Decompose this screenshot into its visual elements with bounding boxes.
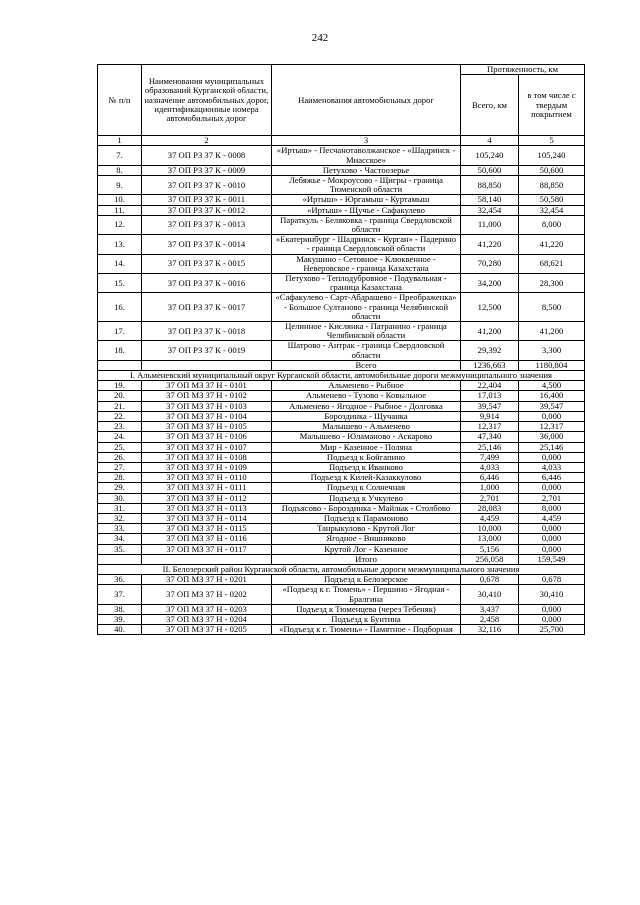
road-name: Макушино - Сетовное - Клюквенное - Неверовское - граница Казахстана [272,254,461,273]
road-name: Танрыкулово - Крутой Лог [272,524,461,534]
empty-cell [142,360,272,370]
length-paved: 0,000 [519,544,585,554]
length-paved: 0,000 [519,452,585,462]
road-id: 37 ОП РЗ 37 К - 0019 [142,341,272,360]
road-id: 37 ОП МЗ 37 Н - 0116 [142,534,272,544]
road-id: 37 ОП МЗ 37 Н - 0108 [142,452,272,462]
road-id: 37 ОП МЗ 37 Н - 0109 [142,462,272,472]
empty-cell [98,360,142,370]
length-paved: 50,600 [519,165,585,175]
length-total: 3,437 [461,604,519,614]
road-id: 37 ОП РЗ 37 К - 0012 [142,205,272,215]
subtotal-label: Всего [272,360,461,370]
road-name: «Екатеринбург - Шадринск - Курган» - Падерино - граница Свердловской области [272,235,461,254]
table-row [98,274,585,293]
table-row [98,401,585,411]
road-name: «Иртыш» - Юргамыш - Куртамыш [272,195,461,205]
table-row [98,432,585,442]
length-paved: 0,000 [519,524,585,534]
section-title: I. Альменевский муниципальный округ Курганской области, автомобильные дороги межмуниципального значения [98,371,585,381]
road-id: 37 ОП МЗ 37 Н - 0105 [142,422,272,432]
table-row [98,293,585,322]
road-name: Подъезд к Бунтина [272,614,461,624]
road-id: 37 ОП МЗ 37 Н - 0205 [142,625,272,635]
length-paved: 0,000 [519,483,585,493]
table-row [98,381,585,391]
header-length: Протяженность, км [461,65,585,75]
road-id: 37 ОП РЗ 37 К - 0018 [142,322,272,341]
length-total: 10,000 [461,524,519,534]
table-row [98,524,585,534]
road-name: Подъезд к Парамоново [272,513,461,523]
road-id: 37 ОП РЗ 37 К - 0014 [142,235,272,254]
table-row [98,462,585,472]
length-total: 4,033 [461,462,519,472]
table-row [98,411,585,421]
row-number: 17. [98,322,142,341]
length-paved: 30,410 [519,585,585,604]
length-paved: 50,580 [519,195,585,205]
road-id: 37 ОП МЗ 37 Н - 0110 [142,473,272,483]
subtotal-paved: 159,549 [519,554,585,564]
subtotal-row [98,360,585,370]
column-number-5: 5 [519,136,585,146]
table-row [98,493,585,503]
length-total: 1,000 [461,483,519,493]
row-number: 29. [98,483,142,493]
length-total: 11,000 [461,215,519,234]
road-id: 37 ОП РЗ 37 К - 0010 [142,176,272,195]
length-paved: 8,000 [519,503,585,513]
road-name: Подъезд к Учкулево [272,493,461,503]
road-name: Малышево - Юламаново - Аскарово [272,432,461,442]
road-name: Подъезд к Солнечная [272,483,461,493]
length-total: 41,200 [461,322,519,341]
row-number: 14. [98,254,142,273]
road-id: 37 ОП МЗ 37 Н - 0106 [142,432,272,442]
length-total: 12,500 [461,293,519,322]
length-paved: 16,400 [519,391,585,401]
row-number: 20. [98,391,142,401]
length-total: 29,392 [461,341,519,360]
road-id: 37 ОП МЗ 37 Н - 0102 [142,391,272,401]
row-number: 28. [98,473,142,483]
header-paved: в том числе с твердым покрытием [519,75,585,136]
table-row [98,235,585,254]
length-paved: 36,000 [519,432,585,442]
road-id: 37 ОП МЗ 37 Н - 0113 [142,503,272,513]
road-name: Малышево - Альменево [272,422,461,432]
length-total: 88,850 [461,176,519,195]
length-total: 28,083 [461,503,519,513]
road-id: 37 ОП МЗ 37 Н - 0202 [142,585,272,604]
page-number: 242 [311,32,329,44]
road-name: Альменево - Ягодное - Рыбное - Долговка [272,401,461,411]
subtotal-row [98,554,585,564]
row-number: 33. [98,524,142,534]
length-total: 5,156 [461,544,519,554]
row-number: 39. [98,614,142,624]
table-row [98,205,585,215]
length-total: 12,317 [461,422,519,432]
row-number: 11. [98,205,142,215]
row-number: 35. [98,544,142,554]
table-row [98,614,585,624]
road-name: Подъезд к Тюменцева (через Тебеняк) [272,604,461,614]
length-total: 17,013 [461,391,519,401]
length-paved: 3,300 [519,341,585,360]
length-paved: 4,500 [519,381,585,391]
table-row [98,176,585,195]
road-name: Подъезд к Килей-Казаккулово [272,473,461,483]
column-number-2: 2 [142,136,272,146]
road-id: 37 ОП РЗ 37 К - 0008 [142,146,272,165]
road-name: Шатрово - Антрак - граница Свердловской области [272,341,461,360]
table-row [98,215,585,234]
section-row [98,564,585,574]
length-total: 6,446 [461,473,519,483]
table-row [98,575,585,585]
row-number: 13. [98,235,142,254]
table-row [98,422,585,432]
length-total: 105,240 [461,146,519,165]
road-name: Ягодное - Вишняково [272,534,461,544]
road-id: 37 ОП МЗ 37 Н - 0201 [142,575,272,585]
road-id: 37 ОП РЗ 37 К - 0013 [142,215,272,234]
road-name: Мир - Казенное - Поляна [272,442,461,452]
row-number: 30. [98,493,142,503]
length-paved: 32,454 [519,205,585,215]
length-paved: 0,000 [519,534,585,544]
length-total: 25,146 [461,442,519,452]
header-number: № п/п [98,65,142,136]
row-number: 21. [98,401,142,411]
road-id: 37 ОП РЗ 37 К - 0016 [142,274,272,293]
road-name: Параткуль - Беляковка - граница Свердловской области [272,215,461,234]
road-id: 37 ОП МЗ 37 Н - 0101 [142,381,272,391]
table-row [98,391,585,401]
road-id: 37 ОП РЗ 37 К - 0011 [142,195,272,205]
length-paved: 8,500 [519,293,585,322]
length-total: 7,499 [461,452,519,462]
table-row [98,322,585,341]
length-paved: 105,240 [519,146,585,165]
subtotal-label: Итого [272,554,461,564]
column-number-1: 1 [98,136,142,146]
road-id: 37 ОП МЗ 37 Н - 0203 [142,604,272,614]
length-total: 34,200 [461,274,519,293]
road-id: 37 ОП МЗ 37 Н - 0204 [142,614,272,624]
length-paved: 2,701 [519,493,585,503]
length-total: 4,459 [461,513,519,523]
empty-cell [98,554,142,564]
row-number: 8. [98,165,142,175]
length-total: 47,340 [461,432,519,442]
road-id: 37 ОП РЗ 37 К - 0009 [142,165,272,175]
length-total: 39,547 [461,401,519,411]
road-name: Подъезд к Иванково [272,462,461,472]
table-row [98,483,585,493]
length-total: 50,600 [461,165,519,175]
road-id: 37 ОП РЗ 37 К - 0017 [142,293,272,322]
length-total: 58,140 [461,195,519,205]
row-number: 34. [98,534,142,544]
row-number: 9. [98,176,142,195]
length-total: 9,914 [461,411,519,421]
subtotal-total: 1236,663 [461,360,519,370]
road-name: Целинное - Кислянка - Патранино - граница Челябинской области [272,322,461,341]
row-number: 16. [98,293,142,322]
length-paved: 0,000 [519,411,585,421]
table-row [98,254,585,273]
road-id: 37 ОП МЗ 37 Н - 0117 [142,544,272,554]
road-name: Бороздинка - Щучанка [272,411,461,421]
section-title: II. Белозерский район Курганской области, автомобильные дороги межмуниципального значения [98,564,585,574]
header-total: Всего, км [461,75,519,136]
row-number: 22. [98,411,142,421]
length-paved: 25,146 [519,442,585,452]
column-number-3: 3 [272,136,461,146]
road-name: Подъезд к Белозерское [272,575,461,585]
row-number: 26. [98,452,142,462]
length-paved: 4,033 [519,462,585,472]
length-total: 30,410 [461,585,519,604]
table-row [98,442,585,452]
table-row [98,165,585,175]
row-number: 36. [98,575,142,585]
length-paved: 8,000 [519,215,585,234]
row-number: 10. [98,195,142,205]
header-municipality: Наименования муниципальных образований Курганской области, назначение автомобильных дорог, идентификационные номера автомобильных дорог [142,65,272,136]
row-number: 15. [98,274,142,293]
length-paved: 41,200 [519,322,585,341]
length-total: 70,280 [461,254,519,273]
road-name: Альменево - Тузово - Ковыльное [272,391,461,401]
table-body [98,146,585,635]
table-row [98,534,585,544]
length-paved: 0,678 [519,575,585,585]
length-paved: 68,621 [519,254,585,273]
table-row [98,473,585,483]
table-row [98,544,585,554]
length-paved: 4,459 [519,513,585,523]
length-total: 32,454 [461,205,519,215]
length-paved: 0,000 [519,614,585,624]
table-row [98,604,585,614]
column-number-4: 4 [461,136,519,146]
road-id: 37 ОП МЗ 37 Н - 0115 [142,524,272,534]
roads-table [97,64,585,635]
row-number: 12. [98,215,142,234]
table-row [98,625,585,635]
road-id: 37 ОП РЗ 37 К - 0015 [142,254,272,273]
length-total: 2,701 [461,493,519,503]
length-total: 32,116 [461,625,519,635]
road-id: 37 ОП МЗ 37 Н - 0104 [142,411,272,421]
length-total: 41,220 [461,235,519,254]
road-id: 37 ОП МЗ 37 Н - 0112 [142,493,272,503]
road-id: 37 ОП МЗ 37 Н - 0114 [142,513,272,523]
length-paved: 41,220 [519,235,585,254]
length-paved: 0,000 [519,604,585,614]
table-row [98,585,585,604]
table-row [98,452,585,462]
row-number: 23. [98,422,142,432]
row-number: 7. [98,146,142,165]
road-name: Лебяжье - Мокроусово - Щигры - граница Тюменской области [272,176,461,195]
length-total: 22,404 [461,381,519,391]
table-row [98,513,585,523]
road-name: Альменево - Рыбное [272,381,461,391]
row-number: 18. [98,341,142,360]
road-name: Подъясово - Бороздинка - Майлык - Столбово [272,503,461,513]
row-number: 27. [98,462,142,472]
row-number: 32. [98,513,142,523]
section-row [98,371,585,381]
road-id: 37 ОП МЗ 37 Н - 0103 [142,401,272,411]
length-paved: 39,547 [519,401,585,411]
road-name: «Подъезд к г. Тюмень» - Памятное - Подборная [272,625,461,635]
length-paved: 6,446 [519,473,585,483]
row-number: 38. [98,604,142,614]
length-paved: 12,317 [519,422,585,432]
header-road-name: Наименования автомобильных дорог [272,65,461,136]
length-total: 2,458 [461,614,519,624]
length-total: 0,678 [461,575,519,585]
road-id: 37 ОП МЗ 37 Н - 0111 [142,483,272,493]
road-name: Петухово - Частоозерье [272,165,461,175]
empty-cell [142,554,272,564]
row-number: 37. [98,585,142,604]
row-number: 19. [98,381,142,391]
road-name: Крутой Лог - Казенное [272,544,461,554]
length-paved: 25,700 [519,625,585,635]
road-name: «Иртыш» - Щучье - Сафакулево [272,205,461,215]
road-name: Петухово - Теплодубровное - Подувальная - граница Казахстана [272,274,461,293]
road-name: «Сафакулево - Сарт-Абдрашево - Преображенка» - Большое Султаново - граница Челябинской области [272,293,461,322]
table-row [98,195,585,205]
table-row [98,146,585,165]
length-paved: 88,850 [519,176,585,195]
road-id: 37 ОП МЗ 37 Н - 0107 [142,442,272,452]
row-number: 40. [98,625,142,635]
road-name: «Подъезд к г. Тюмень» - Першино - Ягодная - Бралгина [272,585,461,604]
road-name: Подъезд к Бойгапино [272,452,461,462]
row-number: 25. [98,442,142,452]
subtotal-total: 256,058 [461,554,519,564]
subtotal-paved: 1180,804 [519,360,585,370]
length-total: 13,000 [461,534,519,544]
road-name: «Иртыш» - Песчанотаволжанское - «Шадринск - Миасское» [272,146,461,165]
row-number: 31. [98,503,142,513]
row-number: 24. [98,432,142,442]
table-row [98,341,585,360]
length-paved: 28,300 [519,274,585,293]
table-row [98,503,585,513]
